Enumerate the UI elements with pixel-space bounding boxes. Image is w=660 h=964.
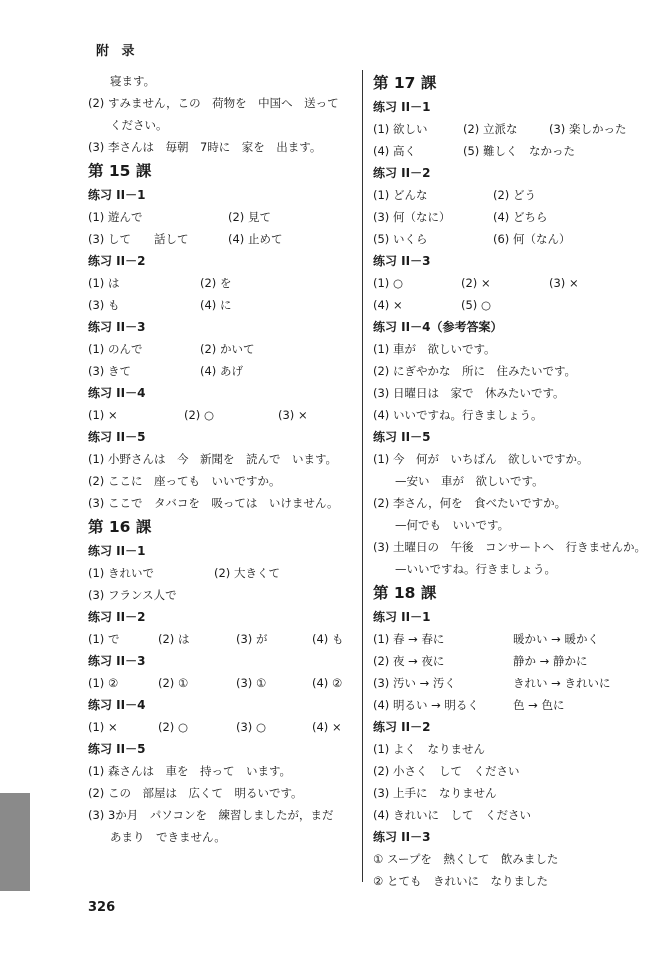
exercise-heading: 练习 II－4	[88, 386, 146, 400]
answer-row	[373, 184, 648, 206]
answer: (1) は	[88, 276, 120, 290]
answer-line: (3) 3か月 パソコンを 練習しましたが，まだ	[88, 808, 334, 822]
answer-line: ② とても きれいに なりました	[373, 874, 548, 888]
answer-line: (1) 森さんは 車を 持って います。	[88, 764, 292, 778]
answer: (1) ×	[88, 408, 118, 422]
answer: (1) 欲しい	[373, 122, 428, 136]
exercise-heading: 练习 II－3	[373, 254, 431, 268]
answer: (1) きれいで	[88, 566, 154, 580]
exercise-heading: 练习 II－3	[88, 320, 146, 334]
answer: (4) 明るい → 明るく	[373, 698, 479, 712]
answer: (3) が	[236, 632, 268, 646]
answer: (4) 止めて	[228, 232, 283, 246]
answer: (1) で	[88, 632, 120, 646]
answer: (3) きて	[88, 364, 131, 378]
answer: (1) ②	[88, 676, 119, 690]
exercise-heading: 练习 II－2	[88, 610, 146, 624]
answer: 暖かい → 暖かく	[513, 632, 599, 646]
answer-line: (2) すみません，この 荷物を 中国へ 送って	[88, 96, 339, 110]
answer-line: (3) ここで タバコを 吸っては いけません。	[88, 496, 339, 510]
exercise-heading: 练习 II－5	[373, 430, 431, 444]
answer: (1) ○	[373, 276, 403, 290]
answer: (2) ①	[158, 676, 189, 690]
answer: (3) ×	[549, 276, 579, 290]
answer: 色 → 色に	[513, 698, 565, 712]
answer: (5) いくら	[373, 232, 428, 246]
answer: (1) どんな	[373, 188, 428, 202]
page-number: 326	[88, 900, 116, 915]
answer-line: あまり できません。	[110, 830, 226, 844]
answer-line: (1) 小野さんは 今 新聞を 読んで います。	[88, 452, 338, 466]
answer-row	[88, 294, 360, 316]
answer-line: (3) フランス人で	[88, 588, 177, 602]
answer-row	[88, 338, 360, 360]
exercise-heading: 练习 II－1	[373, 100, 431, 114]
answer: 静か → 静かに	[513, 654, 588, 668]
answer: (4) ②	[312, 676, 343, 690]
answer: (3) 楽しかった	[549, 122, 627, 136]
answer: (3) 何（なに）	[373, 210, 451, 224]
answer: (3) して 話して	[88, 232, 189, 246]
exercise-heading: 练习 II－3	[88, 654, 146, 668]
answer-row	[88, 628, 360, 650]
exercise-heading: 练习 II－2	[373, 720, 431, 734]
answer: (2) 見て	[228, 210, 271, 224]
answer-line: ① スープを 熱くして 飲みました	[373, 852, 559, 866]
answer-line: (3) 上手に なりません	[373, 786, 497, 800]
lesson-16-title: 第 16 課	[88, 518, 152, 536]
answer: (4) も	[312, 632, 344, 646]
exercise-heading: 练习 II－4	[88, 698, 146, 712]
answer-row	[373, 118, 648, 140]
answer-row	[88, 272, 360, 294]
exercise-heading: 练习 II－1	[373, 610, 431, 624]
page-header: 附 录	[96, 44, 139, 59]
exercise-heading: 练习 II－4（参考答案）	[373, 320, 503, 334]
answer-row	[88, 562, 360, 584]
answer: (5) 難しく なかった	[463, 144, 575, 158]
answer-row	[373, 672, 648, 694]
answer-row	[88, 672, 360, 694]
answer: きれい → きれいに	[513, 676, 611, 690]
left-column	[88, 70, 360, 848]
column-divider	[362, 70, 363, 882]
exercise-heading: 练习 II－1	[88, 544, 146, 558]
answer-line: 寝ます。	[110, 74, 156, 88]
answer: (6) 何（なん）	[493, 232, 571, 246]
answer: (2) ×	[461, 276, 491, 290]
answer-row	[373, 628, 648, 650]
answer-row	[373, 294, 648, 316]
answer-row	[88, 404, 360, 426]
answer-row	[373, 140, 648, 162]
answer-line: —何でも いいです。	[395, 518, 510, 532]
answer: (1) ×	[88, 720, 118, 734]
answer: (4) どちら	[493, 210, 548, 224]
answer-row	[88, 360, 360, 382]
answer: (4) 高く	[373, 144, 416, 158]
exercise-heading: 练习 II－2	[88, 254, 146, 268]
answer: (3) 汚い → 汚く	[373, 676, 456, 690]
answer-row	[88, 206, 360, 228]
answer-row	[373, 206, 648, 228]
answer: (2) かいて	[200, 342, 255, 356]
answer: (5) ○	[461, 298, 491, 312]
answer-line: (4) いいですね。行きましょう。	[373, 408, 543, 422]
right-column	[373, 70, 648, 892]
answer-row	[373, 694, 648, 716]
answer: (2) ○	[158, 720, 188, 734]
answer-row	[373, 650, 648, 672]
exercise-heading: 练习 II－5	[88, 430, 146, 444]
answer: (3) ①	[236, 676, 267, 690]
answer-line: (1) 今 何が いちばん 欲しいですか。	[373, 452, 589, 466]
answer-line: —安い 車が 欲しいです。	[395, 474, 544, 488]
answer-line: (3) 日曜日は 家で 休みたいです。	[373, 386, 565, 400]
answer: (2) どう	[493, 188, 536, 202]
exercise-heading: 练习 II－2	[373, 166, 431, 180]
answer: (2) 大きくて	[214, 566, 280, 580]
answer-line: (3) 李さんは 毎朝 7時に 家を 出ます。	[88, 140, 322, 154]
answer-line: (1) 車が 欲しいです。	[373, 342, 496, 356]
answer: (1) 遊んで	[88, 210, 143, 224]
lesson-15-title: 第 15 課	[88, 162, 152, 180]
answer-line: (2) この 部屋は 広くて 明るいです。	[88, 786, 303, 800]
answer: (4) ×	[312, 720, 342, 734]
answer: (2) は	[158, 632, 190, 646]
answer: (1) のんで	[88, 342, 143, 356]
answer-line: (1) よく なりません	[373, 742, 485, 756]
answer-row	[373, 272, 648, 294]
answer-line: (2) 李さん，何を 食べたいですか。	[373, 496, 567, 510]
lesson-18-title: 第 18 課	[373, 584, 437, 602]
answer-line: (3) 土曜日の 午後 コンサートへ 行きませんか。	[373, 540, 646, 554]
answer: (4) ×	[373, 298, 403, 312]
answer-line: (2) 小さく して ください	[373, 764, 520, 778]
exercise-heading: 练习 II－3	[373, 830, 431, 844]
answer: (3) も	[88, 298, 120, 312]
answer: (4) あげ	[200, 364, 243, 378]
exercise-heading: 练习 II－5	[88, 742, 146, 756]
exercise-heading: 练习 II－1	[88, 188, 146, 202]
answer-line: (4) きれいに して ください	[373, 808, 531, 822]
answer: (2) 立派な	[463, 122, 518, 136]
answer-line: ください。	[110, 118, 168, 132]
answer: (3) ×	[278, 408, 308, 422]
answer-row	[88, 716, 360, 738]
answer-line: —いいですね。行きましょう。	[395, 562, 556, 576]
section-tab	[0, 793, 30, 891]
answer-line: (2) にぎやかな 所に 住みたいです。	[373, 364, 577, 378]
answer: (2) ○	[184, 408, 214, 422]
answer: (4) に	[200, 298, 232, 312]
answer-row	[88, 228, 360, 250]
answer: (3) ○	[236, 720, 266, 734]
answer: (2) を	[200, 276, 232, 290]
answer: (2) 夜 → 夜に	[373, 654, 445, 668]
answer-row	[373, 228, 648, 250]
lesson-17-title: 第 17 課	[373, 74, 437, 92]
answer-line: (2) ここに 座っても いいですか。	[88, 474, 281, 488]
answer: (1) 春 → 春に	[373, 632, 445, 646]
